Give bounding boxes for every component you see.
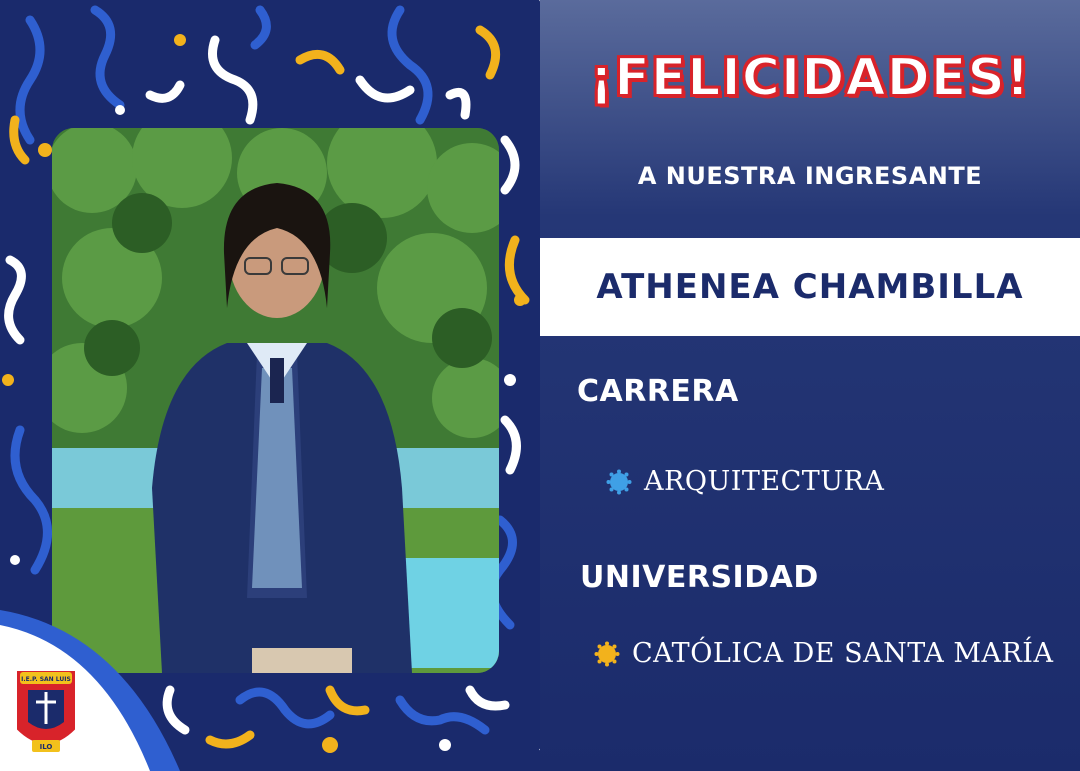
university-item (594, 638, 1053, 669)
headline: ¡FELICIDADES! (589, 48, 1031, 108)
school-logo (14, 660, 78, 756)
svg-text:I.E.P. SAN LUIS: I.E.P. SAN LUIS (21, 676, 71, 683)
subtitle: A NUESTRA INGRESANTE (637, 162, 983, 190)
student-photo (52, 128, 499, 673)
career-heading: CARRERA (577, 374, 739, 409)
career-value: ARQUITECTURA (644, 466, 885, 497)
university-value: CATÓLICA DE SANTA MARÍA (632, 638, 1054, 669)
name-banner (540, 238, 1080, 336)
starburst-icon (594, 641, 620, 667)
student-name: ATHENEA CHAMBILLA (596, 267, 1024, 307)
svg-text:ILO: ILO (39, 743, 53, 751)
starburst-icon (606, 469, 632, 495)
university-heading: UNIVERSIDAD (580, 560, 819, 595)
info-panel (540, 0, 1080, 771)
student-photo-illustration (52, 128, 499, 673)
career-item (606, 466, 884, 497)
